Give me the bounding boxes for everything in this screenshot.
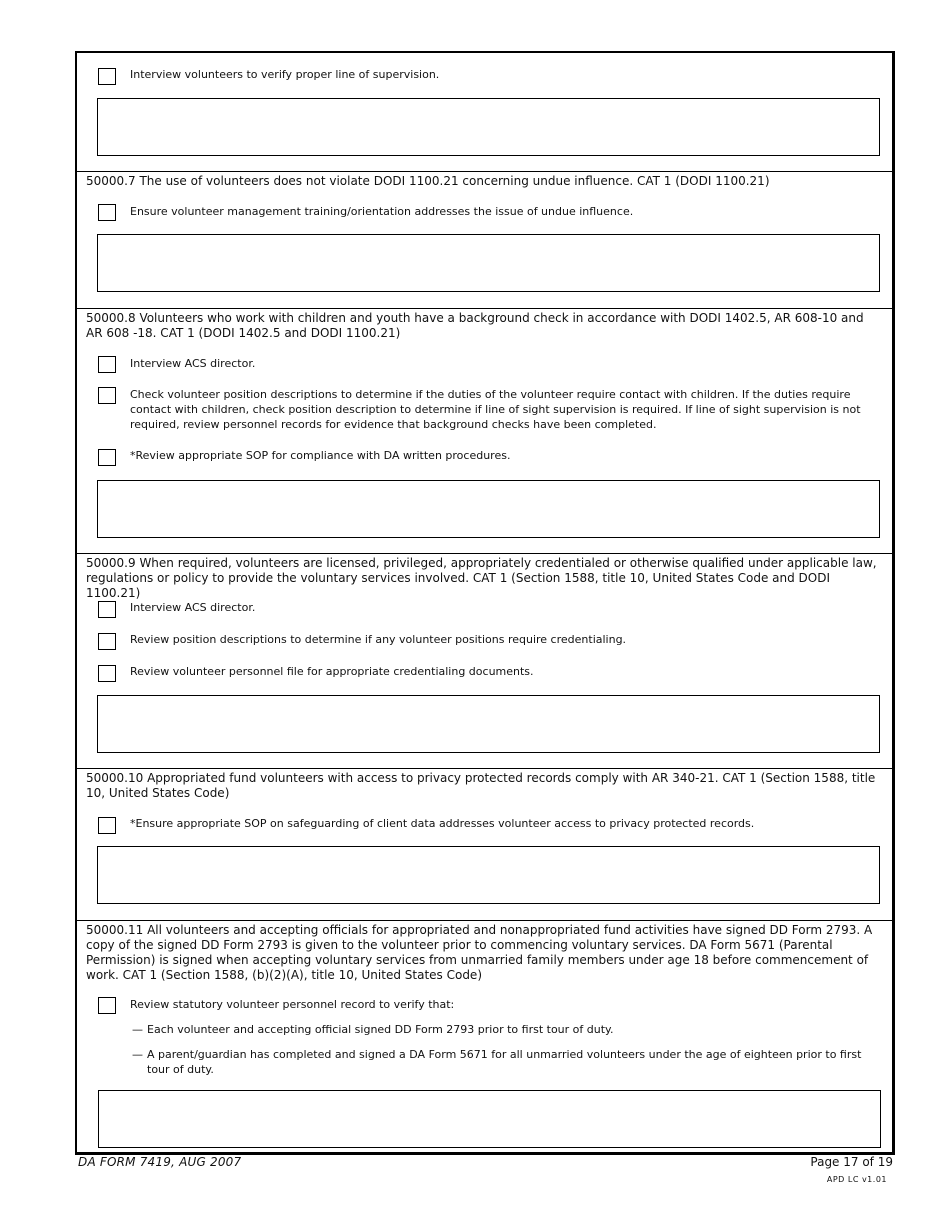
section-heading: 50000.9 When required, volunteers are licensed, privileged, appropriately credentialed or otherwise qualified under applicable law, regulations or policy to provide the voluntary services involved. CAT 1 (Section 1588, title 10, United States Code and DODI 1100.21) <box>86 556 877 600</box>
check-item: Review position descriptions to determine if any volunteer positions require credentialing. <box>130 633 627 646</box>
checkbox[interactable] <box>98 68 116 85</box>
check-item: Ensure volunteer management training/orientation addresses the issue of undue influence. <box>130 205 634 218</box>
remarks-field[interactable] <box>97 98 880 156</box>
checklist-section-50000-8 <box>77 309 892 554</box>
sub-check-item: A parent/guardian has completed and signed a DA Form 5671 for all unmarried volunteers under the age of eighteen prior to first tour of duty. <box>147 1048 862 1076</box>
checkbox[interactable] <box>98 633 116 650</box>
check-item: Check volunteer position descriptions to determine if the duties of the volunteer require contact with children. If the duties require contact with children, check position description to determine if line of sight supervision is required. If line of sight supervision is not required, review personnel records for evidence that background checks have been completed. <box>130 388 861 431</box>
checklist-section-50000-7 <box>77 172 892 309</box>
checklist-section-50000-10 <box>77 769 892 921</box>
remarks-field[interactable] <box>97 695 880 753</box>
checkbox[interactable] <box>98 997 116 1014</box>
dash-bullet: — <box>132 1023 143 1036</box>
checkbox[interactable] <box>98 387 116 404</box>
check-item: Review volunteer personnel file for appropriate credentialing documents. <box>130 665 534 678</box>
form-version: APD LC v1.01 <box>826 1175 887 1184</box>
sub-check-item: Each volunteer and accepting official signed DD Form 2793 prior to first tour of duty. <box>147 1023 614 1036</box>
check-item: Review statutory volunteer personnel record to verify that: <box>130 998 455 1011</box>
checklist-section <box>77 53 892 172</box>
checklist-section-50000-11 <box>77 921 892 1152</box>
dash-bullet: — <box>132 1048 143 1061</box>
form-identifier: DA FORM 7419, AUG 2007 <box>78 1155 242 1169</box>
remarks-field[interactable] <box>97 846 880 904</box>
checklist-section-50000-9 <box>77 554 892 769</box>
check-item: Interview ACS director. <box>130 357 256 370</box>
checkbox[interactable] <box>98 204 116 221</box>
checkbox[interactable] <box>98 601 116 618</box>
remarks-field[interactable] <box>97 480 880 538</box>
check-item: Interview ACS director. <box>130 601 256 614</box>
remarks-field[interactable] <box>98 1090 881 1148</box>
form-frame <box>75 51 895 1155</box>
check-item: *Ensure appropriate SOP on safeguarding of client data addresses volunteer access to privacy protected records. <box>130 817 755 830</box>
page-number: Page 17 of 19 <box>810 1155 893 1169</box>
checkbox[interactable] <box>98 817 116 834</box>
section-heading: 50000.8 Volunteers who work with children and youth have a background check in accordance with DODI 1402.5, AR 608-10 and AR 608 -18. CAT 1 (DODI 1402.5 and DODI 1100.21) <box>86 311 864 340</box>
remarks-field[interactable] <box>97 234 880 292</box>
check-item: Interview volunteers to verify proper line of supervision. <box>130 68 440 81</box>
section-heading: 50000.10 Appropriated fund volunteers with access to privacy protected records comply with AR 340-21. CAT 1 (Section 1588, title 10, United States Code) <box>86 771 876 800</box>
section-heading: 50000.11 All volunteers and accepting officials for appropriated and nonappropriated fund activities have signed DD Form 2793. A copy of the signed DD Form 2793 is given to the volunteer prior to commencing voluntary services. DA Form 5671 (Parental Permission) is signed when accepting voluntary services from unmarried family members under age 18 before commencement of work. CAT 1 (Section 1588, (b)(2)(A), title 10, United States Code) <box>86 923 873 982</box>
check-item: *Review appropriate SOP for compliance with DA written procedures. <box>130 449 511 462</box>
checkbox[interactable] <box>98 356 116 373</box>
section-heading: 50000.7 The use of volunteers does not violate DODI 1100.21 concerning undue influence. CAT 1 (DODI 1100.21) <box>86 174 770 188</box>
checkbox[interactable] <box>98 449 116 466</box>
checkbox[interactable] <box>98 665 116 682</box>
